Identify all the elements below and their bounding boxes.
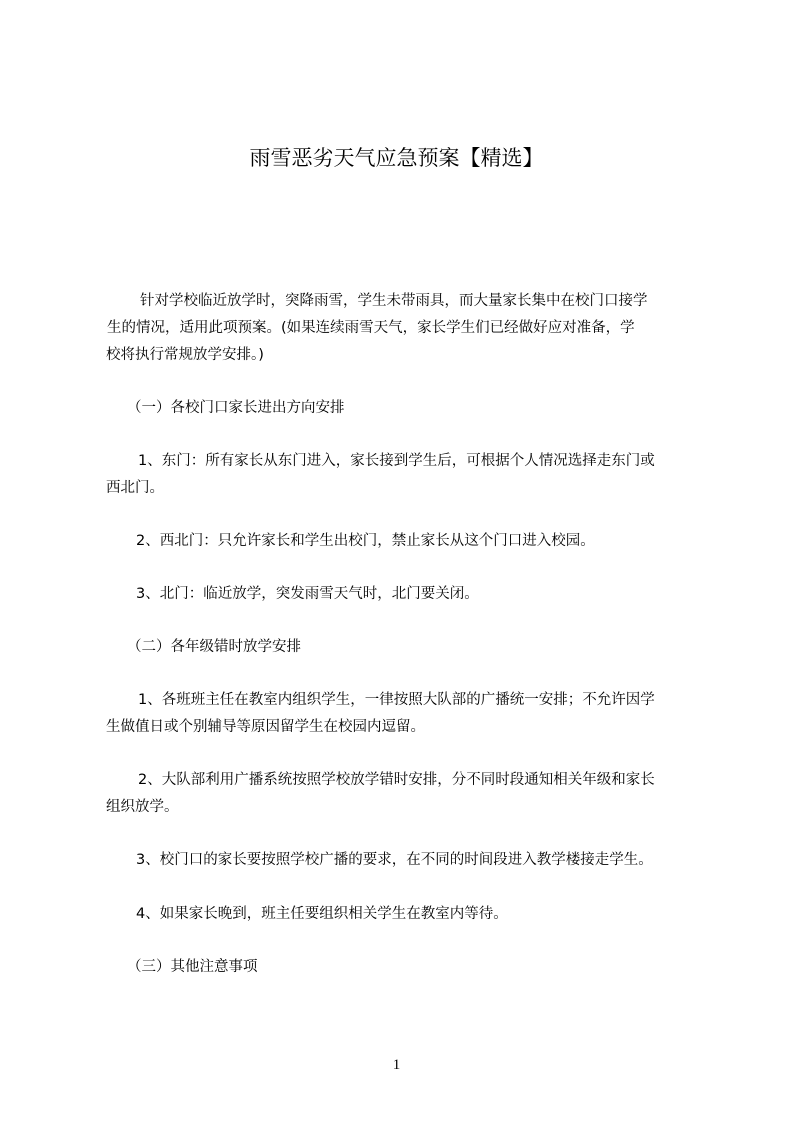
section2-item3: 3、校门口的家长要按照学校广播的要求，在不同的时间段进入教学楼接走学生。 [136,852,653,868]
intro-line-3: 校将执行常规放学安排。) [106,347,264,363]
intro-paragraph [106,288,648,369]
section2-item1-line-1: 1、各班班主任在教室内组织学生，一律按照大队部的广播统一安排；不允许因学 [138,692,655,708]
section2-item2-line-1: 2、大队部利用广播系统按照学校放学错时安排，分不同时段通知相关年级和家长 [138,772,655,788]
intro-line-2: 生的情况，适用此项预案。(如果连续雨雪天气，家长学生们已经做好应对准备，学 [107,320,635,336]
section3-heading: （三）其他注意事项 [127,959,258,975]
section2-item2 [106,767,655,821]
section1-item1 [106,448,655,502]
section2-item1 [106,687,655,741]
intro-line-1: 针对学校临近放学时，突降雨雪，学生未带雨具，而大量家长集中在校门口接学 [140,293,648,309]
section2-item4: 4、如果家长晚到，班主任要组织相关学生在教室内等待。 [136,906,508,922]
section1-item3: 3、北门：临近放学，突发雨雪天气时，北门要关闭。 [136,586,479,602]
section2-item1-line-2: 生做值日或个别辅导等原因留学生在校园内逗留。 [106,719,425,735]
section1-heading: （一）各校门口家长进出方向安排 [127,400,345,416]
section1-item1-line-1: 1、东门：所有家长从东门进入，家长接到学生后，可根据个人情况选择走东门或 [138,453,655,469]
section1-item1-line-2: 西北门。 [106,480,164,496]
document-title: 雨雪恶劣天气应急预案【精选】 [249,146,544,170]
section2-item2-line-2: 组织放学。 [106,799,179,815]
page-number: 1 [392,1057,401,1073]
section1-item2: 2、西北门：只允许家长和学生出校门，禁止家长从这个门口进入校园。 [136,533,595,549]
section2-heading: （二）各年级错时放学安排 [127,639,301,655]
